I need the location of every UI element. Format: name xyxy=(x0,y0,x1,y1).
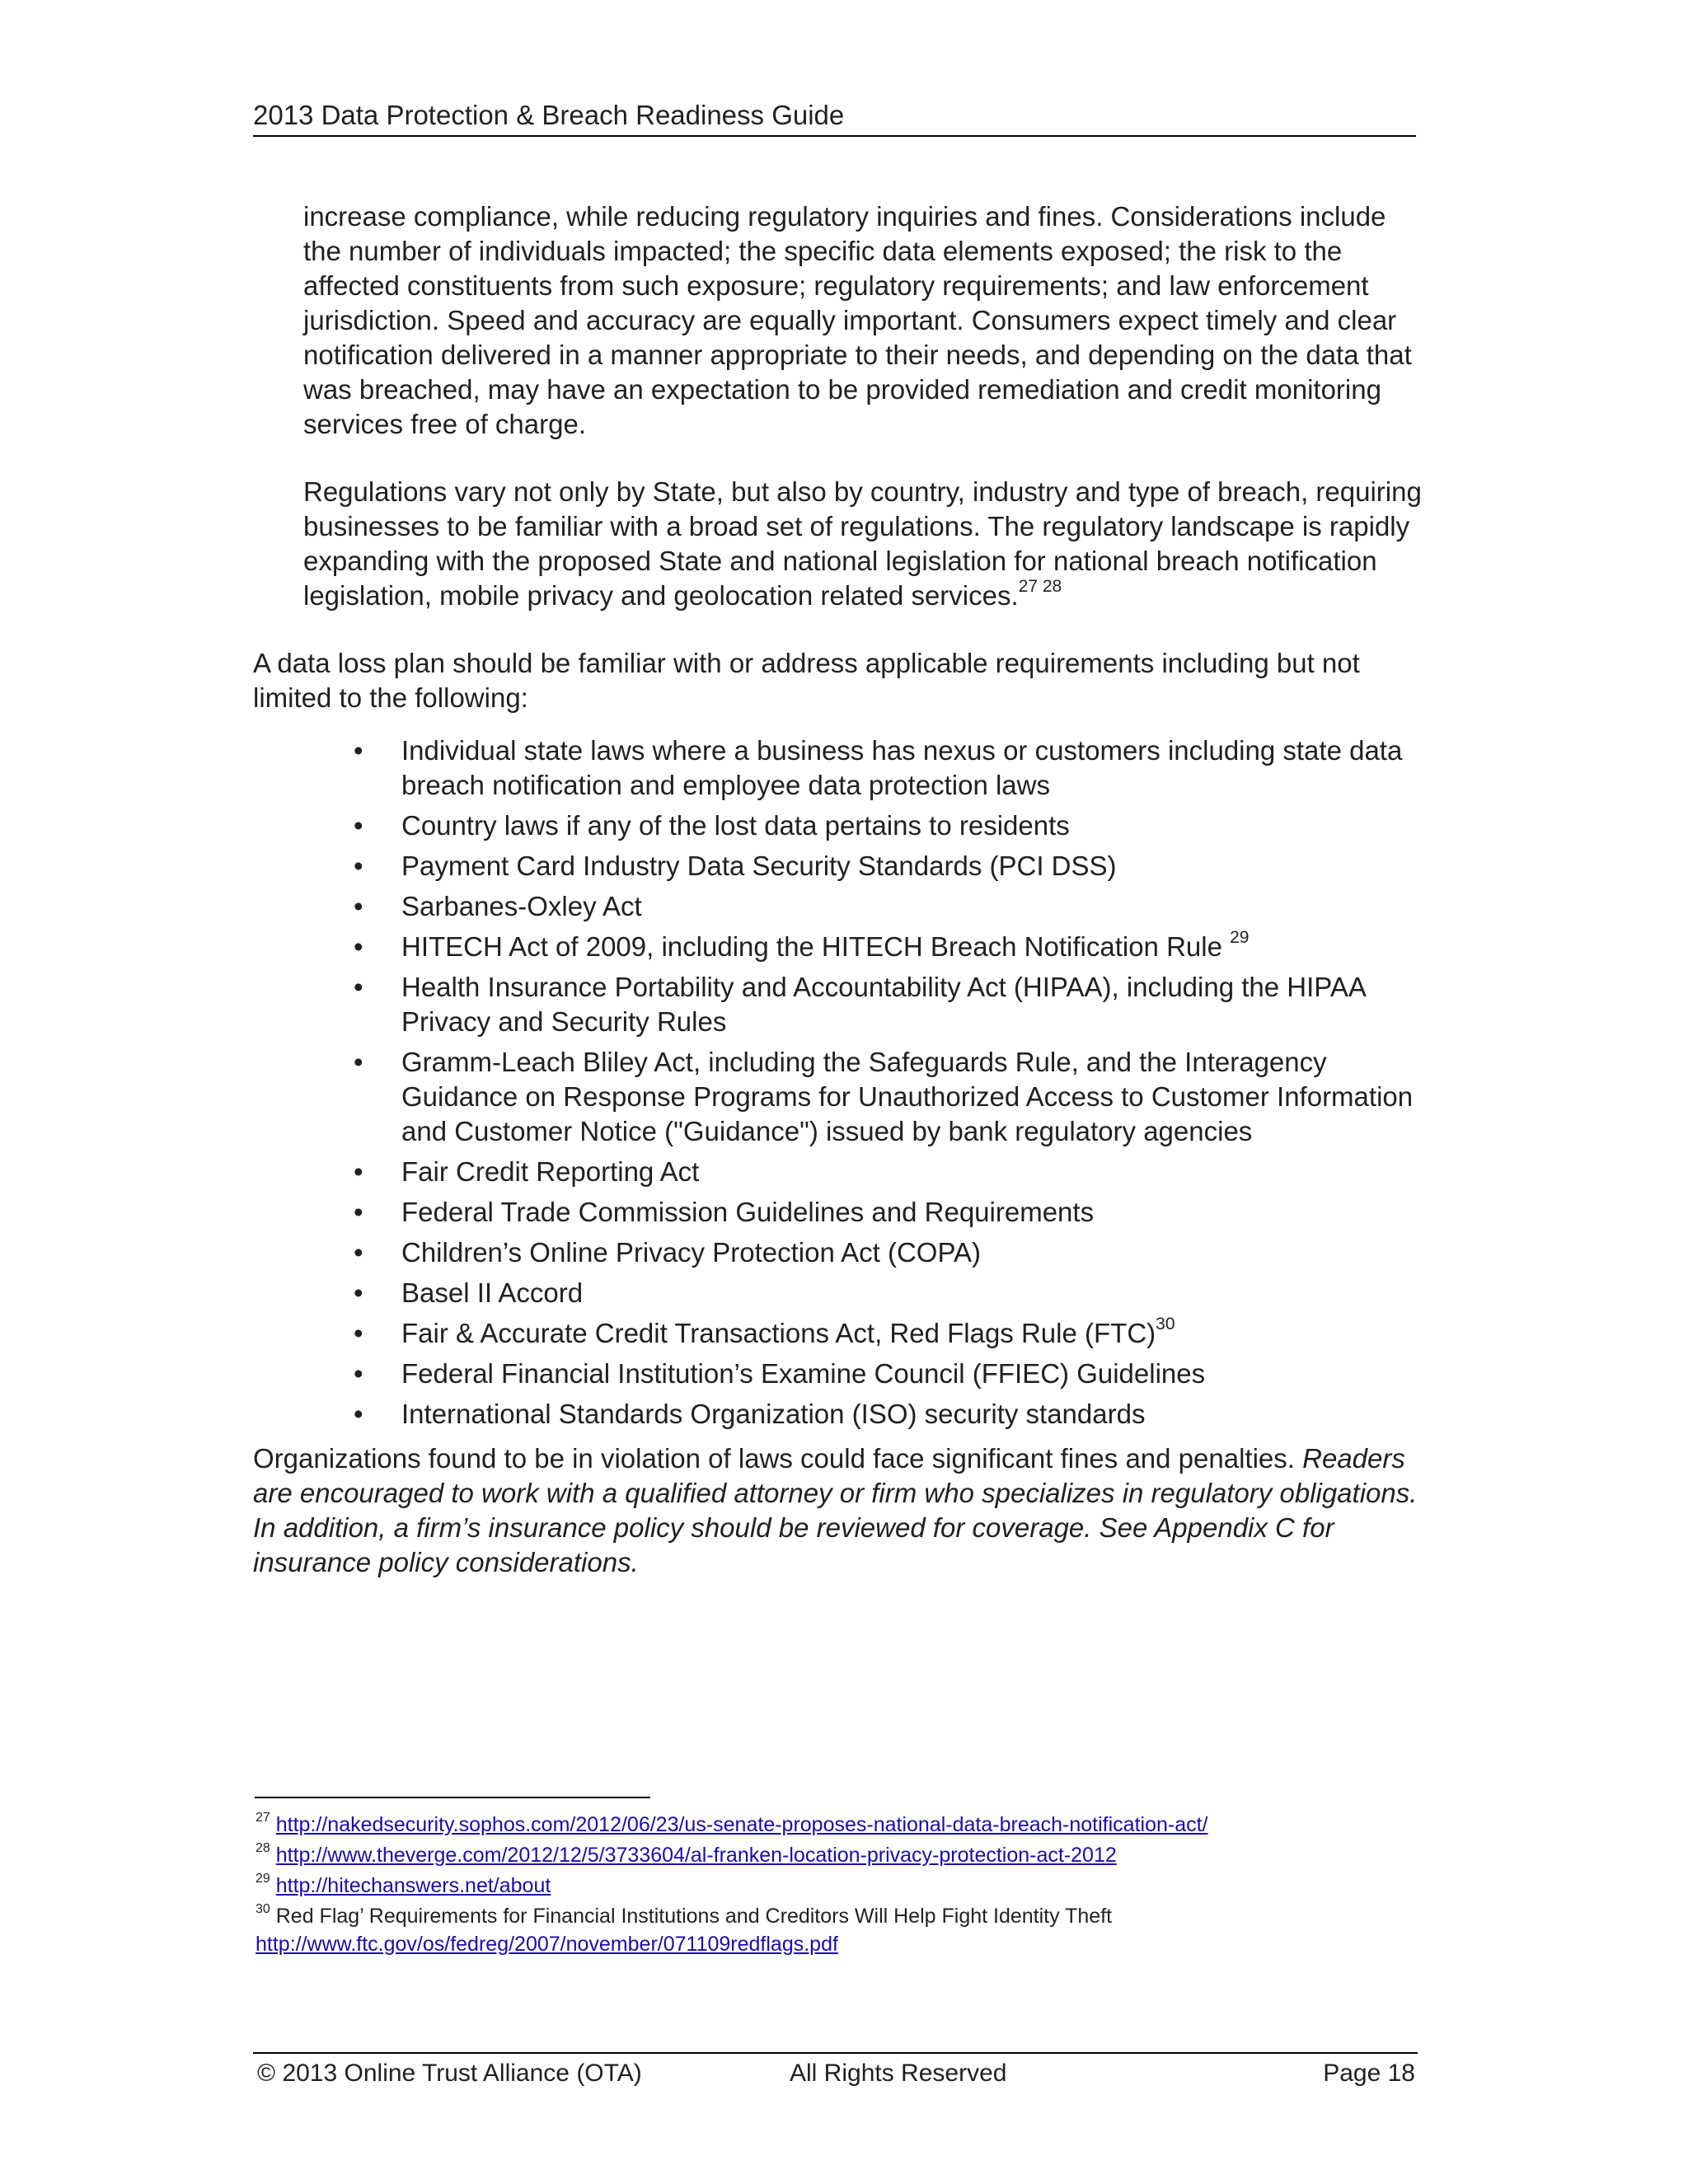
footnote-ref-27-28: 27 28 xyxy=(1018,577,1062,596)
footnote-number: 28 xyxy=(256,1840,270,1855)
requirements-list xyxy=(253,733,1423,1432)
footnote-27 xyxy=(256,1810,1426,1840)
paragraph-compliance: increase compliance, while reducing regulatory inquiries and fines. Considerations include the number of individuals impacted; the specific data elements exposed; the risk to the affected constituents from such exposure; regulatory requirements; and law enforcement jurisdiction. Speed and accuracy are equally important. Consumers expect timely and clear notification delivered in a manner appropriate to their needs, and depending on the data that was breached, may have an expectation to be provided remediation and credit monitoring services free of charge. xyxy=(303,201,1412,439)
list-item: • Federal Financial Institution’s Examine Council (FFIEC) Guidelines xyxy=(401,1357,1423,1391)
list-item: • HITECH Act of 2009, including the HITECH Breach Notification Rule $^{29}$ xyxy=(401,930,1423,964)
footnote-number: 27 xyxy=(256,1810,270,1825)
footnote-30 xyxy=(256,1901,1426,1957)
footer-copyright: © 2013 Online Trust Alliance (OTA) xyxy=(257,2060,642,2087)
list-item: • Health Insurance Portability and Accountability Act (HIPAA), including the HIPAA Privacy and Security Rules xyxy=(401,970,1423,1039)
list-item: • Individual state laws where a business has nexus or customers including state data breach notification and employee data protection laws xyxy=(401,733,1423,803)
closing-paragraph xyxy=(253,1441,1423,1580)
closing-plain-text: Organizations found to be in violation of laws could face significant fines and penalties. xyxy=(253,1443,1303,1474)
list-item: • Basel II Accord xyxy=(401,1276,1423,1310)
requirements-intro: A data loss plan should be familiar with or address applicable requirements including but not limited to the following: xyxy=(253,648,1360,713)
indented-block xyxy=(253,199,1423,613)
footnote-link[interactable]: http://www.theverge.com/2012/12/5/3733604/al-franken-location-privacy-protection-act-2012 xyxy=(275,1844,1117,1867)
body-text xyxy=(253,199,1423,1613)
running-header: 2013 Data Protection & Breach Readiness Guide xyxy=(253,97,1416,137)
footnote-text: Red Flag’ Requirements for Financial Institutions and Creditors Will Help Fight Identity Theft xyxy=(275,1905,1113,1928)
paragraph-regulations-text: Regulations vary not only by State, but also by country, industry and type of breach, requiring businesses to be familiar with a broad set of regulations. The regulatory landscape is rapidly expanding with the proposed State and national legislation for national breach notification legislation, mobile privacy and geolocation related services. xyxy=(303,476,1422,611)
footer-rights: All Rights Reserved xyxy=(790,2060,1007,2087)
footnote-ref-30: 30 xyxy=(1156,1315,1175,1333)
list-item: • Federal Trade Commission Guidelines and Requirements xyxy=(401,1195,1423,1230)
footnote-29 xyxy=(256,1871,1426,1901)
page-number: Page 18 xyxy=(1323,2060,1415,2087)
footnote-number: 29 xyxy=(256,1871,270,1886)
list-item: • Fair & Accurate Credit Transactions Act, Red Flags Rule (FTC)$^{30}$ xyxy=(401,1316,1423,1351)
list-item: • Sarbanes-Oxley Act xyxy=(401,889,1423,924)
footnote-number: 30 xyxy=(256,1901,270,1916)
list-item: • Gramm-Leach Bliley Act, including the Safeguards Rule, and the Interagency Guidance on Response Programs for Unauthorized Access to Customer Information and Customer Notice ("Guidance") issued by bank regulatory agencies xyxy=(401,1045,1423,1149)
footnote-separator xyxy=(255,1797,650,1798)
footer-separator xyxy=(253,2052,1418,2054)
list-item: • Fair Credit Reporting Act xyxy=(401,1155,1423,1189)
paragraph-regulations xyxy=(303,475,1423,613)
list-item: • Payment Card Industry Data Security Standards (PCI DSS) xyxy=(401,849,1423,883)
footnote-link[interactable]: http://nakedsecurity.sophos.com/2012/06/23/us-senate-proposes-national-data-breach-notification-act/ xyxy=(275,1813,1208,1836)
footnote-link[interactable]: http://hitechanswers.net/about xyxy=(275,1874,551,1897)
footnote-link[interactable]: http://www.ftc.gov/os/fedreg/2007/november/071109redflags.pdf xyxy=(256,1933,838,1956)
footnote-28 xyxy=(256,1840,1426,1871)
list-item: • Country laws if any of the lost data pertains to residents xyxy=(401,808,1423,843)
list-item: • Children’s Online Privacy Protection Act (COPA) xyxy=(401,1235,1423,1270)
footnotes xyxy=(256,1810,1426,1957)
footnote-ref-29: 29 xyxy=(1230,928,1250,947)
list-item: • International Standards Organization (ISO) security standards xyxy=(401,1397,1423,1432)
closing-italic-text: Readers are encouraged to work with a qualified attorney or firm who specializes in regulatory obligations. In addition, a firm’s insurance policy should be reviewed for coverage. See Appendix C for insurance policy considerations. xyxy=(253,1443,1418,1577)
